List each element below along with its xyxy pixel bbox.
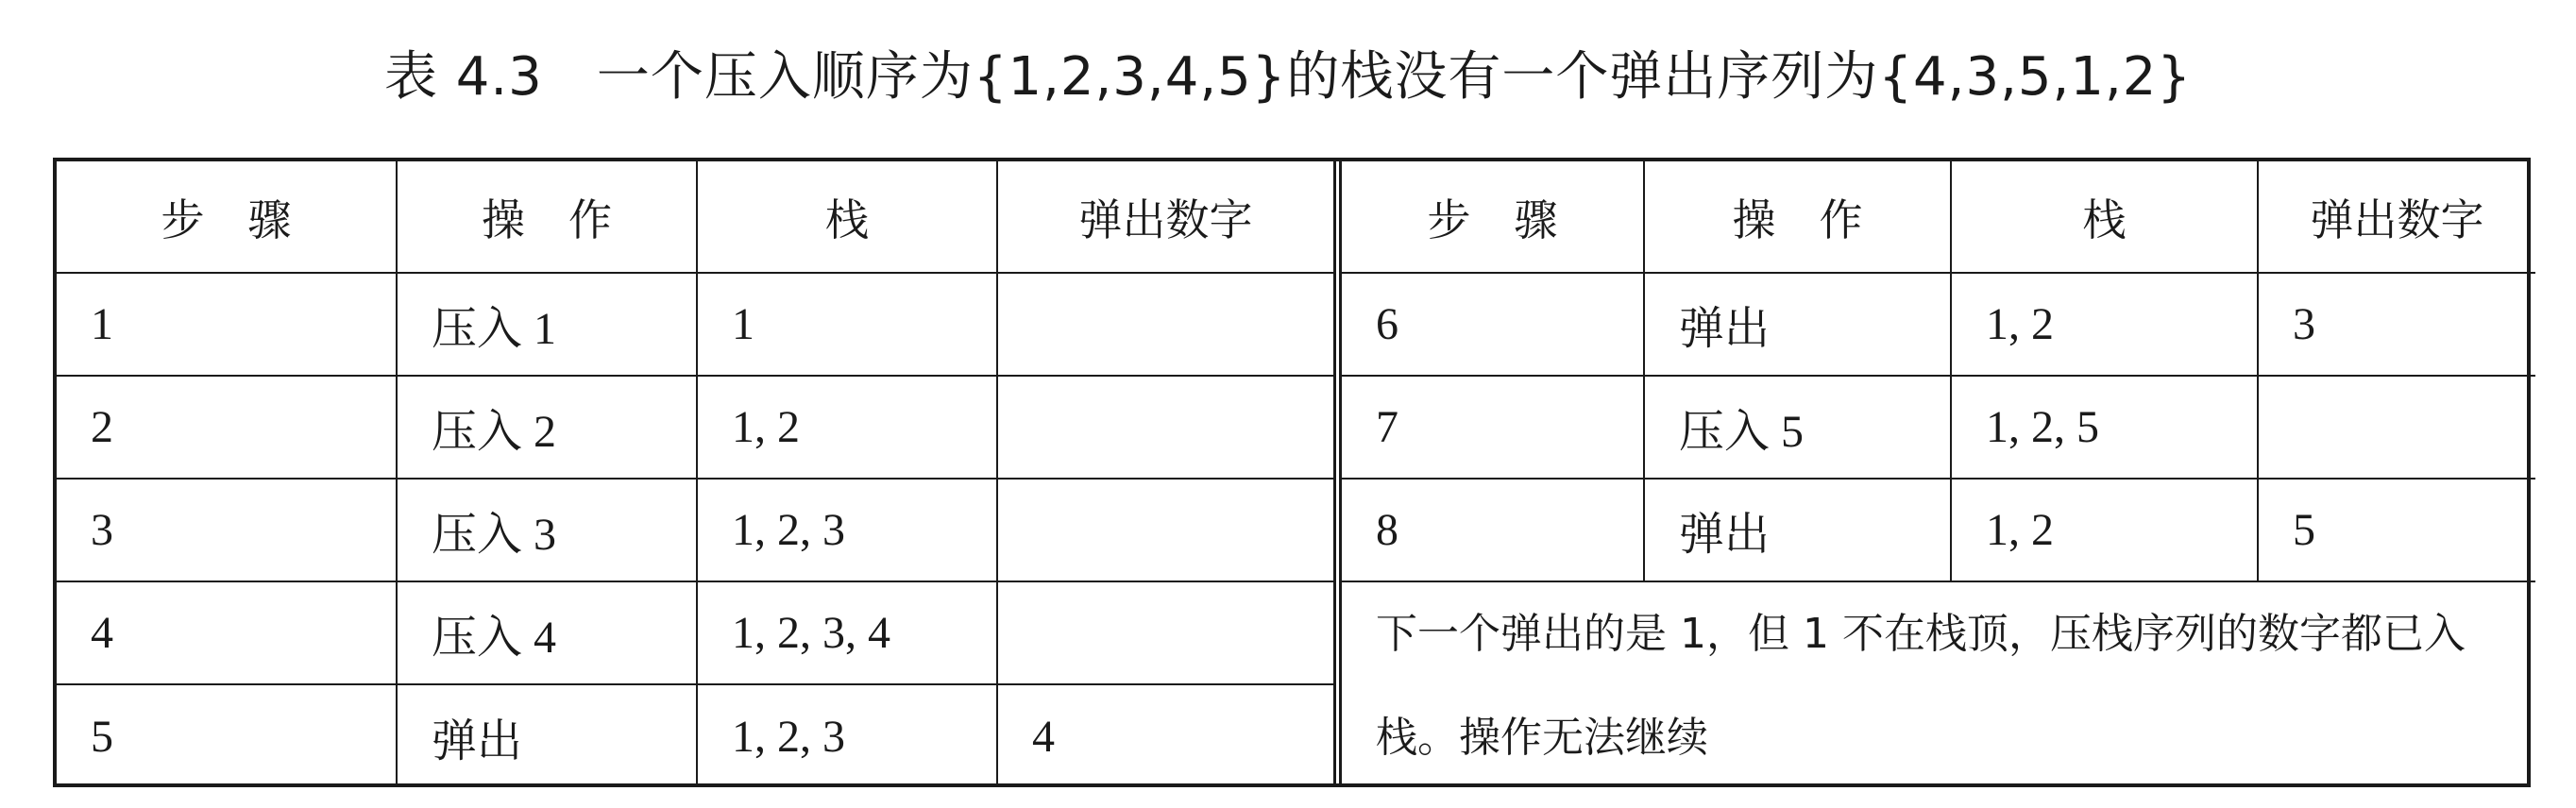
cell-operation: 弹出 [1644, 479, 1951, 581]
cell-step: 1 [57, 273, 397, 376]
cell-stack: 1, 2, 5 [1951, 376, 2258, 479]
cell-stack: 1, 2, 3 [697, 684, 997, 787]
cell-operation: 压入 2 [397, 376, 697, 479]
table-row [1342, 273, 2535, 376]
cell-stack: 1, 2 [1951, 479, 2258, 581]
cell-popped: 3 [2258, 273, 2535, 376]
cell-popped: 5 [2258, 479, 2535, 581]
header-stack: 栈 [697, 161, 997, 273]
table-row [57, 479, 1333, 581]
table-row [57, 273, 1333, 376]
cell-step: 6 [1342, 273, 1644, 376]
table-right-half [1333, 161, 2527, 783]
header-stack: 栈 [1951, 161, 2258, 273]
cell-popped [2258, 376, 2535, 479]
cell-stack: 1, 2 [697, 376, 997, 479]
cell-operation: 弹出 [1644, 273, 1951, 376]
header-row [57, 161, 1333, 273]
table-row [1342, 376, 2535, 479]
cell-stack: 1 [697, 273, 997, 376]
cell-operation: 压入 3 [397, 479, 697, 581]
table-row [1342, 479, 2535, 581]
header-popped: 弹出数字 [2258, 161, 2535, 273]
table-left-half [57, 161, 1333, 783]
header-step: 步 骤 [57, 161, 397, 273]
cell-popped [997, 376, 1333, 479]
cell-popped: 4 [997, 684, 1333, 787]
cell-stack: 1, 2 [1951, 273, 2258, 376]
note-row [1342, 581, 2535, 790]
table-row [57, 376, 1333, 479]
right-table [1342, 161, 2535, 790]
left-table [57, 161, 1333, 787]
header-operation: 操 作 [1644, 161, 1951, 273]
cell-operation: 压入 4 [397, 581, 697, 684]
cell-step: 5 [57, 684, 397, 787]
cell-popped [997, 479, 1333, 581]
header-step: 步 骤 [1342, 161, 1644, 273]
cell-step: 7 [1342, 376, 1644, 479]
cell-step: 4 [57, 581, 397, 684]
header-popped: 弹出数字 [997, 161, 1333, 273]
cell-operation: 压入 5 [1644, 376, 1951, 479]
cell-stack: 1, 2, 3, 4 [697, 581, 997, 684]
cell-popped [997, 273, 1333, 376]
cell-step: 8 [1342, 479, 1644, 581]
stack-sequence-table [53, 158, 2531, 787]
cell-operation: 压入 1 [397, 273, 697, 376]
header-row [1342, 161, 2535, 273]
table-row [57, 581, 1333, 684]
cell-stack: 1, 2, 3 [697, 479, 997, 581]
cell-popped [997, 581, 1333, 684]
note-text: 下一个弹出的是 1，但 1 不在栈顶，压栈序列的数字都已入栈。操作无法继续 [1342, 581, 2535, 790]
table-caption: 表 4.3 一个压入顺序为{1,2,3,4,5}的栈没有一个弹出序列为{4,3,5,1,2} [383, 46, 2193, 108]
cell-step: 3 [57, 479, 397, 581]
table-row [57, 684, 1333, 787]
header-operation: 操 作 [397, 161, 697, 273]
cell-step: 2 [57, 376, 397, 479]
cell-operation: 弹出 [397, 684, 697, 787]
